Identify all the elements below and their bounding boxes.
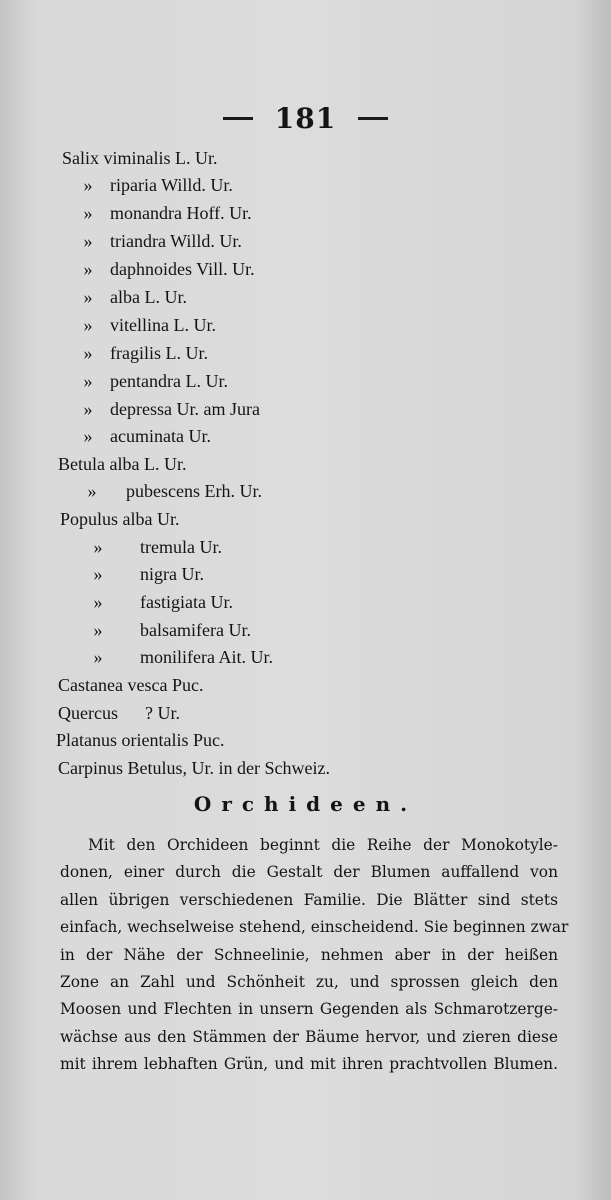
ditto-mark: » [83, 343, 93, 363]
header-dash-left [223, 117, 253, 120]
species-name: triandra Willd. Ur. [110, 231, 242, 251]
header-dash-right [358, 117, 388, 120]
ditto-mark: » [83, 231, 93, 251]
paragraph-line: Mit den Orchideen beginnt die Reihe der Monokotyle- [88, 836, 558, 854]
species-name: Castanea vesca Puc. [58, 675, 204, 695]
species-name: Platanus orientalis Puc. [56, 730, 225, 750]
species-name: Populus alba Ur. [60, 509, 180, 529]
species-name: depressa Ur. am Jura [110, 399, 260, 419]
page-header [0, 100, 611, 135]
species-name: pubescens Erh. Ur. [126, 481, 262, 501]
ditto-mark: » [83, 203, 93, 223]
species-name: Quercus ? Ur. [58, 703, 180, 723]
species-name: vitellina L. Ur. [110, 315, 216, 335]
species-name: daphnoides Vill. Ur. [110, 259, 255, 279]
ditto-mark: » [83, 315, 93, 335]
paragraph-line: in der Nähe der Schneelinie, nehmen aber in der heißen [60, 945, 558, 964]
species-name: acuminata Ur. [110, 426, 211, 446]
species-name: tremula Ur. [140, 537, 222, 557]
species-name: Betula alba L. Ur. [58, 454, 187, 474]
ditto-mark: » [93, 620, 103, 640]
paragraph-line: mit ihrem lebhaften Grün, und mit ihren prachtvollen Blumen. [60, 1055, 558, 1074]
paragraph-line: einfach, wechselweise stehend, einscheidend. Sie beginnen zwar [60, 918, 569, 937]
ditto-mark: » [93, 592, 103, 612]
species-name: balsamifera Ur. [140, 620, 251, 640]
species-name: Carpinus Betulus, Ur. in der Schweiz. [58, 758, 330, 778]
species-name: pentandra L. Ur. [110, 371, 228, 391]
page-number: 181 [274, 102, 337, 135]
ditto-mark: » [93, 647, 103, 667]
section-title: Orchideen. [193, 792, 418, 816]
species-name: fragilis L. Ur. [110, 343, 208, 363]
ditto-mark: » [83, 259, 93, 279]
paragraph-line: wächse aus den Stämmen der Bäume hervor, und zieren diese [60, 1027, 558, 1046]
species-name: Salix viminalis L. Ur. [62, 148, 218, 168]
paragraph-line: donen, einer durch die Gestalt der Blumen auffallend von [60, 863, 558, 882]
species-name: nigra Ur. [140, 564, 204, 584]
ditto-mark: » [83, 287, 93, 307]
ditto-mark: » [83, 426, 93, 446]
species-name: riparia Willd. Ur. [110, 175, 233, 195]
ditto-mark: » [83, 175, 93, 195]
ditto-mark: » [93, 537, 103, 557]
species-name: monilifera Ait. Ur. [140, 647, 273, 667]
paragraph-line: Moosen und Flechten in unsern Gegenden als Schmarotzerge- [60, 1000, 558, 1019]
species-name: fastigiata Ur. [140, 592, 233, 612]
paragraph-line: Zone an Zahl und Schönheit zu, und sprossen gleich den [60, 973, 558, 992]
species-name: alba L. Ur. [110, 287, 187, 307]
ditto-mark: » [83, 399, 93, 419]
species-name: monandra Hoff. Ur. [110, 203, 252, 223]
ditto-mark: » [87, 481, 97, 501]
ditto-mark: » [83, 371, 93, 391]
body-paragraph [60, 832, 569, 1079]
paragraph-line: allen übrigen verschiedenen Familie. Die Blätter sind stets [60, 890, 558, 909]
ditto-mark: » [93, 564, 103, 584]
